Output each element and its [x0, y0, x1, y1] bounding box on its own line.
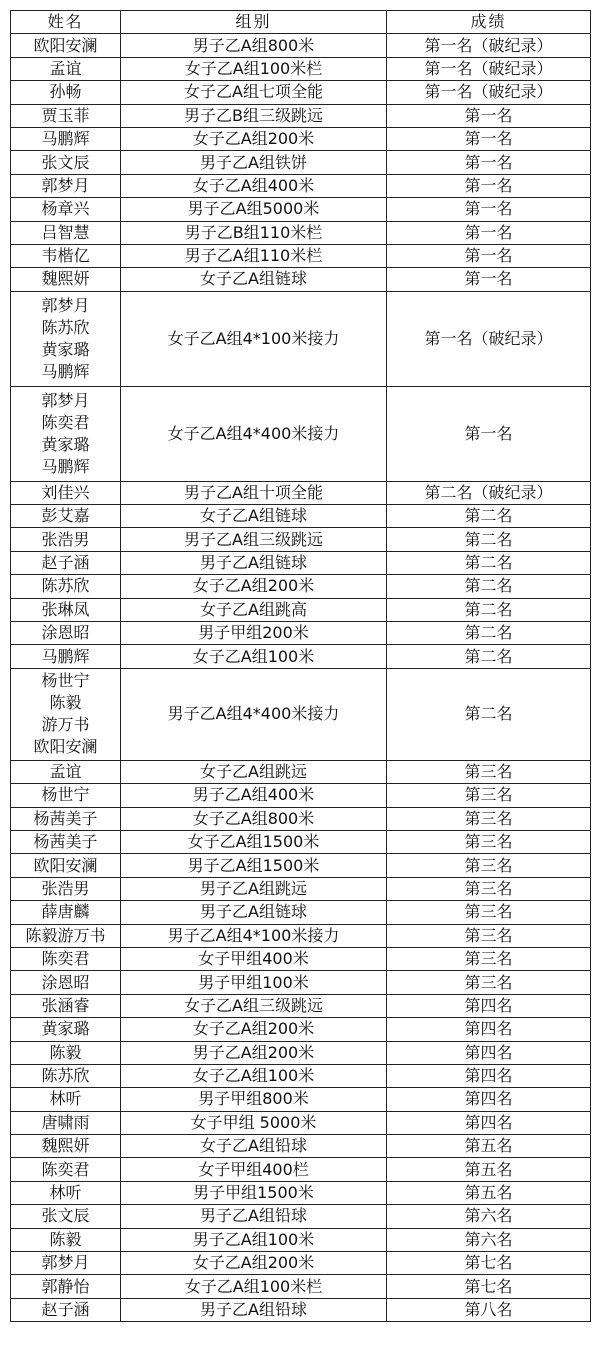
- athlete-name-cell: [11, 1205, 121, 1228]
- athlete-name-cell: [11, 221, 121, 244]
- result-cell: 第三名: [387, 971, 591, 994]
- table-row: [11, 104, 591, 127]
- event-group-cell: 女子乙A组七项全能: [121, 81, 387, 104]
- athlete-name: 黄家璐: [41, 434, 90, 454]
- athlete-name-cell: [11, 1135, 121, 1158]
- event-group-cell: 女子甲组 5000米: [121, 1111, 387, 1134]
- event-group-cell: 男子乙A组铅球: [121, 1205, 387, 1228]
- athlete-name-cell: [11, 1228, 121, 1251]
- header-row: [11, 11, 591, 34]
- event-group-cell: 男子乙B组110米栏: [121, 221, 387, 244]
- event-group-cell: 男子乙B组三级跳远: [121, 104, 387, 127]
- athlete-name-cell: [11, 947, 121, 970]
- event-group-cell: 男子乙A组十项全能: [121, 481, 387, 504]
- athlete-name-cell: [11, 57, 121, 80]
- table-row: [11, 57, 591, 80]
- athlete-name-cell: [11, 668, 121, 760]
- event-group-cell: 男子甲组200米: [121, 622, 387, 645]
- table-row: [11, 291, 591, 386]
- table-row: [11, 668, 591, 760]
- athlete-name-cell: [11, 1252, 121, 1275]
- athlete-name-cell: [11, 1041, 121, 1064]
- athlete-name-cell: [11, 924, 121, 947]
- event-group-cell: 男子乙A组800米: [121, 34, 387, 57]
- table-row: [11, 994, 591, 1017]
- event-group-cell: 女子乙A组三级跳远: [121, 994, 387, 1017]
- athlete-name-cell: [11, 244, 121, 267]
- athlete-name-cell: [11, 34, 121, 57]
- athlete-name-cell: [11, 901, 121, 924]
- athlete-name-cell: [11, 127, 121, 150]
- result-cell: 第一名: [387, 104, 591, 127]
- table-row: [11, 1018, 591, 1041]
- athlete-name-cell: [11, 1018, 121, 1041]
- result-cell: 第四名: [387, 1018, 591, 1041]
- athlete-name: 欧阳安澜: [33, 855, 98, 875]
- result-cell: 第一名: [387, 198, 591, 221]
- result-cell: 第二名: [387, 528, 591, 551]
- table-row: [11, 1111, 591, 1134]
- event-group-cell: 女子乙A组100米栏: [121, 1275, 387, 1298]
- table-row: [11, 1041, 591, 1064]
- athlete-name-cell: [11, 291, 121, 386]
- result-cell: 第三名: [387, 877, 591, 900]
- result-cell: 第二名: [387, 551, 591, 574]
- athlete-name-cell: [11, 151, 121, 174]
- result-cell: 第四名: [387, 1041, 591, 1064]
- result-cell: 第二名（破纪录）: [387, 481, 591, 504]
- athlete-name: 林听: [49, 1183, 82, 1203]
- athlete-name: 陈毅: [49, 1042, 82, 1062]
- result-cell: 第五名: [387, 1181, 591, 1204]
- result-cell: 第一名: [387, 151, 591, 174]
- athlete-name-cell: [11, 81, 121, 104]
- event-group-cell: 女子乙A组400米: [121, 174, 387, 197]
- header-result: 成绩: [387, 11, 591, 34]
- athlete-name: 张浩男: [41, 878, 90, 898]
- result-cell: 第六名: [387, 1228, 591, 1251]
- table-row: [11, 575, 591, 598]
- table-row: [11, 386, 591, 481]
- athlete-name: 杨世宁: [41, 671, 90, 691]
- athlete-name: 黄家璐: [41, 1019, 90, 1039]
- event-group-cell: 男子乙A组110米栏: [121, 244, 387, 267]
- table-row: [11, 221, 591, 244]
- event-group-cell: 女子乙A组800米: [121, 807, 387, 830]
- athlete-name: 马鹏辉: [41, 456, 90, 476]
- result-cell: 第七名: [387, 1252, 591, 1275]
- table-row: [11, 1275, 591, 1298]
- result-cell: 第一名（破纪录）: [387, 34, 591, 57]
- athlete-name: 张文辰: [41, 1206, 90, 1226]
- athlete-name-cell: [11, 551, 121, 574]
- result-cell: 第八名: [387, 1298, 591, 1321]
- table-row: [11, 1298, 591, 1321]
- table-row: [11, 760, 591, 783]
- athlete-name: 张琳凤: [41, 599, 90, 619]
- result-cell: 第三名: [387, 854, 591, 877]
- athlete-name: 杨世宁: [41, 785, 90, 805]
- result-cell: 第一名: [387, 244, 591, 267]
- table-row: [11, 81, 591, 104]
- athlete-name: 陈苏欣: [41, 1066, 90, 1086]
- table-row: [11, 622, 591, 645]
- event-group-cell: 男子乙A组5000米: [121, 198, 387, 221]
- event-group-cell: 女子乙A组200米: [121, 1018, 387, 1041]
- result-cell: 第一名: [387, 174, 591, 197]
- event-group-cell: 女子乙A组100米: [121, 1064, 387, 1087]
- athlete-name-cell: [11, 174, 121, 197]
- athlete-name: 郭梦月: [41, 1253, 90, 1273]
- athlete-name-cell: [11, 481, 121, 504]
- athlete-name: 陈毅: [49, 1229, 82, 1249]
- athlete-name-cell: [11, 386, 121, 481]
- event-group-cell: 男子甲组100米: [121, 971, 387, 994]
- result-cell: 第三名: [387, 901, 591, 924]
- event-group-cell: 女子乙A组跳高: [121, 598, 387, 621]
- table-row: [11, 1205, 591, 1228]
- athlete-name-cell: [11, 104, 121, 127]
- event-group-cell: 男子甲组800米: [121, 1088, 387, 1111]
- athlete-name-cell: [11, 198, 121, 221]
- table-row: [11, 807, 591, 830]
- athlete-name: 刘佳兴: [41, 482, 90, 502]
- result-cell: 第三名: [387, 947, 591, 970]
- header-name: 姓名: [11, 11, 121, 34]
- athlete-name: 欧阳安澜: [33, 737, 98, 757]
- event-group-cell: 男子乙A组400米: [121, 784, 387, 807]
- athlete-name-cell: [11, 760, 121, 783]
- table-row: [11, 901, 591, 924]
- athlete-name-cell: [11, 971, 121, 994]
- table-row: [11, 127, 591, 150]
- table-row: [11, 1064, 591, 1087]
- result-cell: 第一名: [387, 127, 591, 150]
- athlete-name: 张涵睿: [41, 995, 90, 1015]
- athlete-name: 赵子涵: [41, 1299, 90, 1319]
- athlete-name-cell: [11, 645, 121, 668]
- event-group-cell: 女子甲组400米: [121, 947, 387, 970]
- result-cell: 第三名: [387, 807, 591, 830]
- athlete-name: 黄家璐: [41, 339, 90, 359]
- event-group-cell: 女子乙A组链球: [121, 268, 387, 291]
- event-group-cell: 女子乙A组4*100米接力: [121, 291, 387, 386]
- result-cell: 第四名: [387, 1088, 591, 1111]
- event-group-cell: 男子乙A组跳远: [121, 877, 387, 900]
- table-row: [11, 1181, 591, 1204]
- athlete-name: 郭梦月: [41, 295, 90, 315]
- result-cell: 第一名（破纪录）: [387, 81, 591, 104]
- result-cell: 第六名: [387, 1205, 591, 1228]
- event-group-cell: 女子乙A组链球: [121, 505, 387, 528]
- result-cell: 第一名: [387, 221, 591, 244]
- athlete-name-cell: [11, 784, 121, 807]
- result-cell: 第二名: [387, 668, 591, 760]
- table-row: [11, 645, 591, 668]
- results-table: [10, 10, 591, 1322]
- athlete-name-cell: [11, 1298, 121, 1321]
- athlete-name: 陈奕君: [41, 412, 90, 432]
- table-row: [11, 947, 591, 970]
- athlete-name-cell: [11, 598, 121, 621]
- athlete-name-cell: [11, 505, 121, 528]
- table-row: [11, 174, 591, 197]
- athlete-name-cell: [11, 854, 121, 877]
- table-row: [11, 1135, 591, 1158]
- athlete-name: 欧阳安澜: [33, 35, 98, 55]
- header-group: 组别: [121, 11, 387, 34]
- result-cell: 第二名: [387, 505, 591, 528]
- athlete-name: 韦楷亿: [41, 246, 90, 266]
- athlete-name-cell: [11, 622, 121, 645]
- event-group-cell: 女子乙A组200米: [121, 575, 387, 598]
- athlete-name: 郭梦月: [41, 390, 90, 410]
- athlete-name-cell: [11, 1181, 121, 1204]
- event-group-cell: 男子乙A组铅球: [121, 1298, 387, 1321]
- event-group-cell: 男子乙A组三级跳远: [121, 528, 387, 551]
- table-row: [11, 1088, 591, 1111]
- result-cell: 第三名: [387, 924, 591, 947]
- event-group-cell: 男子乙A组100米: [121, 1228, 387, 1251]
- event-group-cell: 女子乙A组1500米: [121, 830, 387, 853]
- athlete-name: 唐啸雨: [41, 1112, 90, 1132]
- athlete-name: 贾玉菲: [41, 105, 90, 125]
- table-row: [11, 830, 591, 853]
- athlete-name: 陈毅游万书: [25, 925, 106, 945]
- athlete-name: 涂恩昭: [41, 972, 90, 992]
- event-group-cell: 男子乙A组1500米: [121, 854, 387, 877]
- table-row: [11, 1158, 591, 1181]
- event-group-cell: 男子乙A组200米: [121, 1041, 387, 1064]
- athlete-name: 薛唐麟: [41, 902, 90, 922]
- athlete-name: 林听: [49, 1089, 82, 1109]
- event-group-cell: 男子乙A组4*400米接力: [121, 668, 387, 760]
- result-cell: 第五名: [387, 1158, 591, 1181]
- athlete-name: 马鹏辉: [41, 361, 90, 381]
- athlete-name: 涂恩昭: [41, 623, 90, 643]
- athlete-name: 陈奕君: [41, 1159, 90, 1179]
- event-group-cell: 女子乙A组铅球: [121, 1135, 387, 1158]
- athlete-name: 郭静怡: [41, 1276, 90, 1296]
- result-cell: 第一名（破纪录）: [387, 291, 591, 386]
- athlete-name: 马鹏辉: [41, 129, 90, 149]
- athlete-name: 赵子涵: [41, 553, 90, 573]
- athlete-name: 陈毅: [49, 693, 82, 713]
- result-cell: 第四名: [387, 1064, 591, 1087]
- event-group-cell: 男子乙A组链球: [121, 901, 387, 924]
- event-group-cell: 男子甲组1500米: [121, 1181, 387, 1204]
- result-cell: 第三名: [387, 830, 591, 853]
- table-row: [11, 505, 591, 528]
- athlete-name: 孙畅: [49, 82, 82, 102]
- result-cell: 第二名: [387, 622, 591, 645]
- event-group-cell: 男子乙A组铁饼: [121, 151, 387, 174]
- table-row: [11, 268, 591, 291]
- athlete-name-cell: [11, 994, 121, 1017]
- result-cell: 第一名: [387, 268, 591, 291]
- athlete-name-cell: [11, 1111, 121, 1134]
- athlete-name-cell: [11, 830, 121, 853]
- event-group-cell: 女子甲组400栏: [121, 1158, 387, 1181]
- result-cell: 第七名: [387, 1275, 591, 1298]
- athlete-name: 张浩男: [41, 529, 90, 549]
- table-row: [11, 877, 591, 900]
- table-row: [11, 34, 591, 57]
- athlete-name: 马鹏辉: [41, 646, 90, 666]
- event-group-cell: 女子乙A组200米: [121, 1252, 387, 1275]
- athlete-name: 魏熙妍: [41, 269, 90, 289]
- results-body: [11, 34, 591, 1322]
- athlete-name-cell: [11, 528, 121, 551]
- athlete-name-cell: [11, 1275, 121, 1298]
- athlete-name: 陈奕君: [41, 949, 90, 969]
- athlete-name: 张文辰: [41, 152, 90, 172]
- event-group-cell: 女子乙A组4*400米接力: [121, 386, 387, 481]
- table-row: [11, 854, 591, 877]
- table-row: [11, 151, 591, 174]
- table-row: [11, 924, 591, 947]
- table-row: [11, 198, 591, 221]
- result-cell: 第四名: [387, 994, 591, 1017]
- athlete-name: 杨章兴: [41, 199, 90, 219]
- athlete-name-cell: [11, 575, 121, 598]
- result-cell: 第一名: [387, 386, 591, 481]
- athlete-name-cell: [11, 1088, 121, 1111]
- table-row: [11, 784, 591, 807]
- athlete-name: 游万书: [41, 715, 90, 735]
- result-cell: 第二名: [387, 575, 591, 598]
- athlete-name: 吕智慧: [41, 222, 90, 242]
- athlete-name-cell: [11, 807, 121, 830]
- result-cell: 第二名: [387, 598, 591, 621]
- athlete-name: 杨茜美子: [33, 832, 98, 852]
- table-row: [11, 551, 591, 574]
- result-cell: 第二名: [387, 645, 591, 668]
- table-row: [11, 481, 591, 504]
- athlete-name: 郭梦月: [41, 175, 90, 195]
- table-row: [11, 971, 591, 994]
- athlete-name: 孟谊: [49, 58, 82, 78]
- athlete-name-cell: [11, 1064, 121, 1087]
- athlete-name: 陈苏欣: [41, 576, 90, 596]
- event-group-cell: 男子乙A组链球: [121, 551, 387, 574]
- event-group-cell: 女子乙A组100米栏: [121, 57, 387, 80]
- athlete-name-cell: [11, 268, 121, 291]
- athlete-name-cell: [11, 877, 121, 900]
- result-cell: 第五名: [387, 1135, 591, 1158]
- table-row: [11, 1252, 591, 1275]
- table-row: [11, 528, 591, 551]
- event-group-cell: 女子乙A组200米: [121, 127, 387, 150]
- event-group-cell: 女子乙A组跳远: [121, 760, 387, 783]
- event-group-cell: 男子乙A组4*100米接力: [121, 924, 387, 947]
- result-cell: 第四名: [387, 1111, 591, 1134]
- table-row: [11, 598, 591, 621]
- table-row: [11, 1228, 591, 1251]
- athlete-name-cell: [11, 1158, 121, 1181]
- athlete-name: 魏熙妍: [41, 1136, 90, 1156]
- athlete-name: 陈苏欣: [41, 317, 90, 337]
- athlete-name: 彭艾嘉: [41, 506, 90, 526]
- table-row: [11, 244, 591, 267]
- athlete-name: 孟谊: [49, 762, 82, 781]
- athlete-name: 杨茜美子: [33, 808, 98, 828]
- result-cell: 第三名: [387, 760, 591, 783]
- event-group-cell: 女子乙A组100米: [121, 645, 387, 668]
- result-cell: 第三名: [387, 784, 591, 807]
- result-cell: 第一名（破纪录）: [387, 57, 591, 80]
